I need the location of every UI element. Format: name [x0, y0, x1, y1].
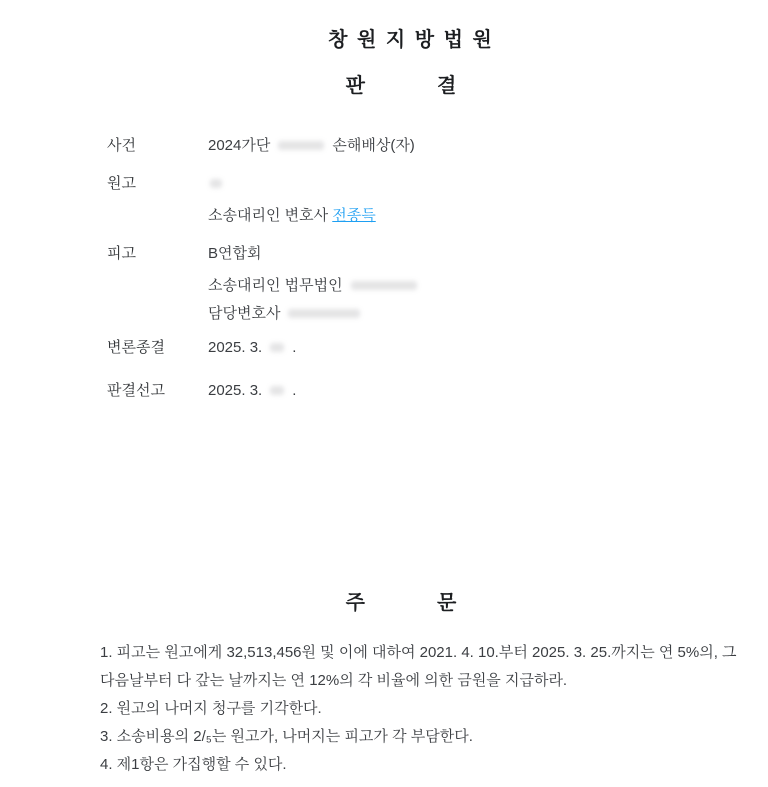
- order-heading-right: 문: [437, 592, 457, 614]
- hearing-closed-date-suffix: .: [292, 339, 297, 356]
- redacted-plaintiff-name: [210, 179, 222, 188]
- order-heading-left: 주: [345, 592, 365, 614]
- redacted-day: [270, 343, 284, 352]
- order-item-1: 1. 피고는 원고에게 32,513,456원 및 이에 대하여 2021. 4. 10.부터 2025. 3. 25.까지는 연 5%의, 그 다음날부터 다 갚는 날까지는 연 12%의 각 비율에 의한 금원을 지급하라.: [100, 644, 737, 689]
- defendant-counsel-value: [208, 277, 425, 295]
- judgment-heading: [0, 76, 768, 96]
- defendant-lawyer-text: 담당변호사: [208, 305, 281, 322]
- judgment-date-date: 2025. 3.: [208, 382, 263, 399]
- lawyer-name-link[interactable]: 전종득: [332, 207, 376, 224]
- defendant-counsel-text: 소송대리인 법무법인: [208, 277, 343, 294]
- judgment-date-value: [208, 382, 296, 400]
- redacted-day: [270, 386, 284, 395]
- judgment-date-suffix: .: [292, 382, 297, 399]
- judgment-heading-right: 결: [437, 75, 457, 97]
- plaintiff-value: [208, 175, 230, 193]
- court-name-title: 창 원 지 방 법 원: [328, 29, 494, 51]
- redacted-case-number: [278, 141, 324, 150]
- hearing-closed-value: [208, 339, 296, 357]
- defendant-lawyer-value: [208, 305, 368, 323]
- defendant-name: B연합회: [208, 245, 262, 262]
- case-label: 사건: [107, 137, 136, 154]
- hearing-closed-label: 변론종결: [107, 339, 165, 356]
- case-value: [208, 137, 415, 155]
- case-number: 2024가단: [208, 137, 271, 154]
- judgment-heading-left: 판: [345, 75, 365, 97]
- redacted-firm-name: [351, 281, 417, 290]
- plaintiff-counsel-text: 소송대리인 변호사: [208, 207, 329, 224]
- order-item-3: 3. 소송비용의 2/₅는 원고가, 나머지는 피고가 각 부담한다.: [100, 728, 473, 745]
- judgment-date-label: 판결선고: [107, 382, 165, 399]
- order-item-4: 4. 제1항은 가집행할 수 있다.: [100, 756, 287, 773]
- order-body: [100, 639, 752, 779]
- hearing-closed-date: 2025. 3.: [208, 339, 263, 356]
- defendant-label: 피고: [107, 245, 136, 262]
- order-item-2: 2. 원고의 나머지 청구를 기각한다.: [100, 700, 322, 717]
- case-title: 손해배상(자): [332, 137, 415, 154]
- plaintiff-label: 원고: [107, 175, 136, 192]
- plaintiff-counsel-value: [208, 207, 376, 225]
- order-heading: [0, 593, 768, 613]
- redacted-lawyer-name: [288, 309, 360, 318]
